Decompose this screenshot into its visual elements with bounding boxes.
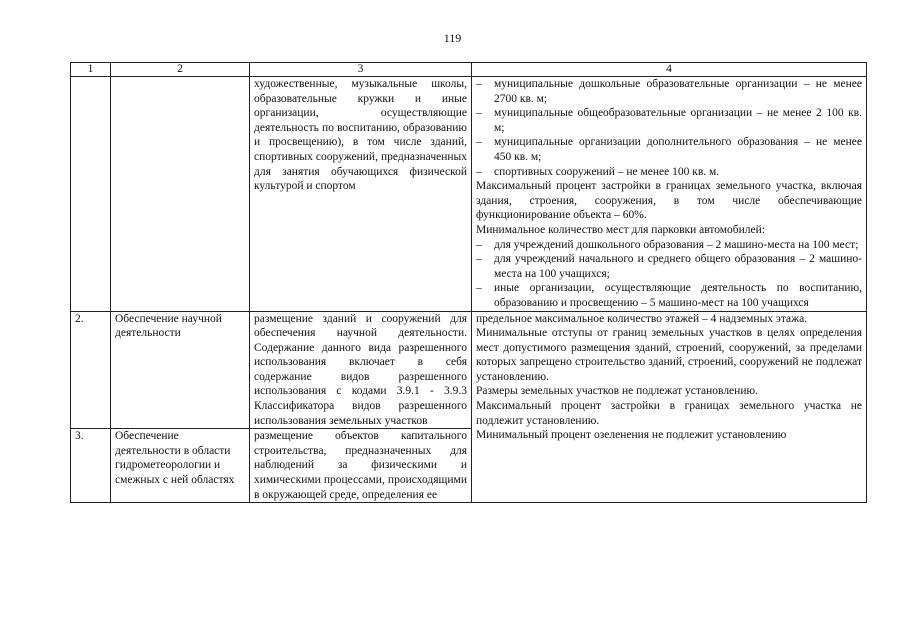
- table-row-continued: [71, 77, 867, 312]
- header-col-1: 1: [71, 63, 111, 77]
- list-item: – муниципальные общеобразовательные организации – не менее 2 100 кв. м;: [476, 107, 862, 134]
- paragraph: Размеры земельных участков не подлежат установлению.: [476, 385, 758, 398]
- paragraph: Минимальные отступы от границ земельных участков в целях определения мест допустимого размещения зданий, строений, сооружений, за пределами которых запрещено строительство зданий, строений, сооружений не подлежат установлению.: [476, 327, 862, 383]
- list-item: – спортивных сооружений – не менее 100 кв. м.: [476, 165, 720, 178]
- use-description-cell: размещение зданий и сооружений для обеспечения научной деятельности. Содержание данного вида разрешенного использования включает в себя содержание видов разрешенного использования с кодами 3.9.1 - 3.9.3 Классификатора видов разрешенного использования земельных участков: [250, 311, 472, 429]
- parameters-cell: [472, 77, 867, 312]
- paragraph: Максимальный процент застройки в границах земельного участка, включая здания, строения, сооружения, в том числе обеспечивающие функционирование объекта – 60%.: [476, 180, 862, 222]
- row-number-cell: [71, 77, 111, 312]
- zoning-table: [70, 62, 867, 503]
- header-col-4: 4: [472, 63, 867, 77]
- use-name-cell: Обеспечение деятельности в области гидрометеорологии и смежных с ней областях: [111, 429, 250, 503]
- list-item: – для учреждений начального и среднего общего образования – 2 машино-места на 100 учащихся;: [476, 253, 862, 280]
- row-number-cell: 2.: [71, 311, 111, 429]
- paragraph: Минимальное количество мест для парковки автомобилей:: [476, 223, 765, 236]
- header-row: [71, 63, 867, 77]
- use-name-cell: [111, 77, 250, 312]
- paragraph: предельное максимальное количество этажей – 4 надземных этажа.: [476, 312, 808, 325]
- use-description-cell: размещение объектов капитального строительства, предназначенных для наблюдений за физическими и химическими процессами, происходящими в окружающей среде, определения ее: [250, 429, 472, 503]
- page-number: 119: [443, 31, 462, 45]
- list-item: – иные организации, осуществляющие деятельность по воспитанию, образованию и просвещению – 5 машино-мест на 100 учащихся: [476, 282, 862, 309]
- list-item: – муниципальные дошкольные образовательные организации – не менее 2700 кв. м;: [476, 78, 862, 105]
- paragraph: Максимальный процент застройки в границах земельного участка не подлежит установлению.: [476, 400, 862, 427]
- use-description-cell: художественные, музыкальные школы, образовательные кружки и иные организации, осуществляющие деятельность по воспитанию, образованию и просвещению), в том числе зданий, спортивных сооружений, предназначенных для занятия обучающихся физической культурой и спортом: [250, 77, 472, 312]
- paragraph: Минимальный процент озеленения не подлежит установлению: [476, 429, 787, 442]
- parameters-cell: [472, 311, 867, 503]
- list-item: – для учреждений дошкольного образования – 2 машино-места на 100 мест;: [476, 238, 859, 251]
- header-col-2: 2: [111, 63, 250, 77]
- list-item: – муниципальные организации дополнительного образования – не менее 450 кв. м;: [476, 136, 862, 163]
- header-col-3: 3: [250, 63, 472, 77]
- row-number-cell: 3.: [71, 429, 111, 503]
- use-name-cell: Обеспечение научной деятельности: [111, 311, 250, 429]
- table-row: [71, 311, 867, 429]
